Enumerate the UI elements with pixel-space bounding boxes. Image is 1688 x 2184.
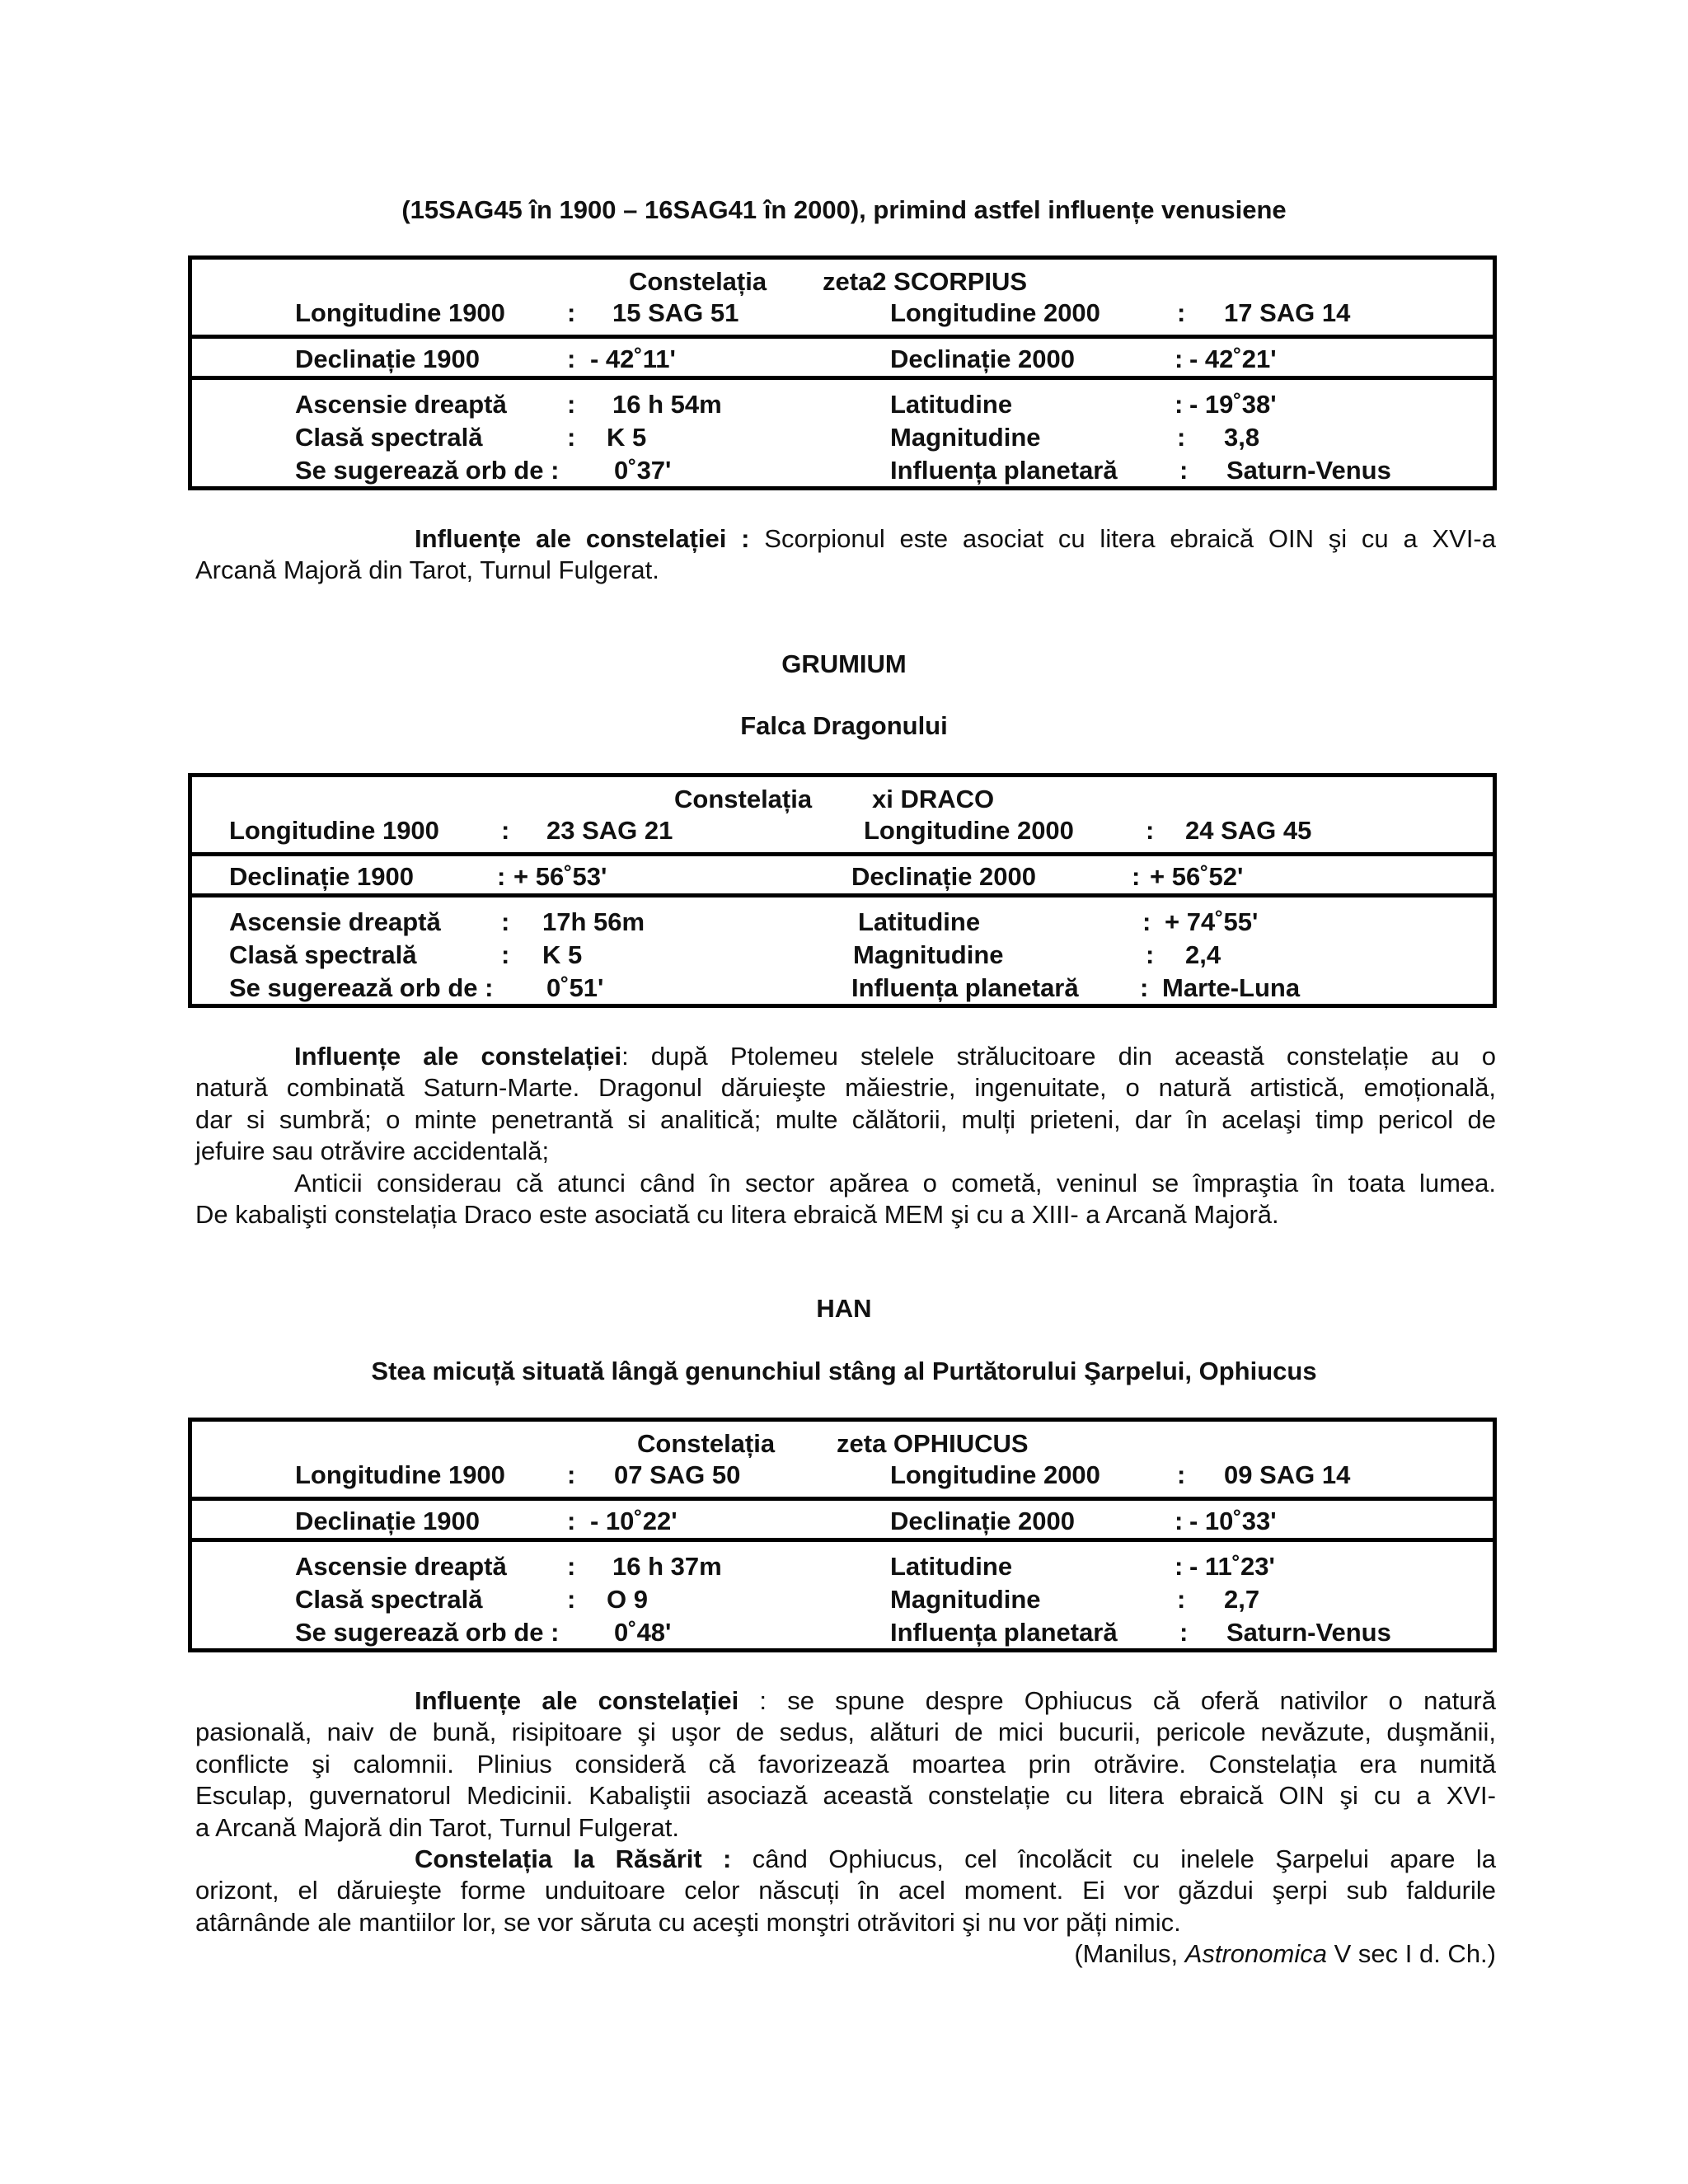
spectral-class-label: Clasă spectrală	[295, 1585, 483, 1614]
paragraph-line: Influențe ale constelației: după Ptolemeu stelele strălucitoare din această constelație au o	[294, 1042, 1496, 1071]
table-section-declination	[192, 852, 1493, 893]
constellation-name: zeta2 SCORPIUS	[823, 267, 1028, 296]
star-table-ophiucus	[188, 1418, 1497, 1652]
colon: :	[1179, 456, 1189, 485]
planetary-influence-value: Saturn-Venus	[1226, 1618, 1391, 1647]
top-line: (15SAG45 în 1900 – 16SAG41 în 2000), primind astfel influențe venusiene	[401, 195, 1287, 224]
magnitude-value: 2,7	[1224, 1585, 1260, 1614]
colon: :	[501, 940, 510, 969]
colon: :	[567, 1552, 576, 1581]
colon: :	[1146, 940, 1155, 969]
declination-2000-label: Declinație 2000	[890, 1507, 1076, 1535]
paragraph-line: conflicte şi calomnii. Plinius consideră că favorizează moartea prin otrăvire. Constelația era numită	[195, 1749, 1496, 1779]
lead-bold: Influențe ale constelației	[294, 1042, 622, 1071]
longitude-1900-label: Longitudine 1900	[295, 1460, 505, 1489]
constellation-name: zeta OPHIUCUS	[837, 1429, 1029, 1458]
paragraph-scorpius-influences	[195, 523, 1496, 587]
latitude-label: Latitudine	[890, 1552, 1013, 1581]
colon: :	[1142, 907, 1151, 936]
paragraph-line: natură combinată Saturn-Marte. Dragonul dăruieşte măiestrie, ingenuitate, o natură artistică, emoțională,	[195, 1073, 1496, 1103]
spectral-class-label: Clasă spectrală	[295, 423, 483, 452]
paragraph-draco-influences	[195, 1041, 1496, 1230]
suggested-orb-label: Se sugerează orb de :	[295, 1618, 560, 1647]
paragraph-line: Constelația la Răsărit : când Ophiucus, cel încolăcit cu inelele Şarpelui apare la	[415, 1844, 1496, 1873]
magnitude-value: 3,8	[1224, 423, 1260, 452]
table-section-details	[192, 1538, 1493, 1648]
colon: :	[1177, 1460, 1186, 1489]
colon: :	[1175, 1507, 1184, 1535]
latitude-value: - 11˚23ʹ	[1189, 1552, 1275, 1581]
declination-2000-label: Declinație 2000	[890, 344, 1076, 373]
colon: :	[1177, 298, 1186, 327]
longitude-1900-value: 23 SAG 21	[546, 816, 673, 845]
colon: :	[567, 344, 576, 373]
paragraph-line: orizont, el dăruieşte forme unduitoare celor născuți în acel moment. Ei vor găzdui şerpi sub faldurile	[195, 1876, 1496, 1905]
longitude-2000-label: Longitudine 2000	[890, 1460, 1100, 1489]
paragraph-line: Arcană Majoră din Tarot, Turnul Fulgerat.	[195, 555, 659, 585]
table-section-longitude	[192, 1422, 1493, 1497]
magnitude-label: Magnitudine	[890, 423, 1041, 452]
star-table-scorpius	[188, 255, 1497, 490]
table-section-declination	[192, 1497, 1493, 1538]
paragraph-line: dar si sumbră; o minte penetrantă si analitică; multe călătorii, mulți prieteni, dar în acelaşi timp pericol de	[195, 1104, 1496, 1134]
paragraph-line: Anticii considerau că atunci când în sector apărea o cometă, veninul se împraştia în toata lumea.	[294, 1168, 1496, 1197]
planetary-influence-label: Influența planetară	[851, 973, 1079, 1002]
longitude-1900-label: Longitudine 1900	[229, 816, 439, 845]
suggested-orb-label: Se sugerează orb de :	[229, 973, 494, 1002]
suggested-orb-label: Se sugerează orb de :	[295, 456, 560, 485]
paragraph-line: De kabalişti constelația Draco este asociată cu litera ebraică MEM şi cu a XIII- a Arcană Majoră.	[195, 1199, 1279, 1229]
longitude-2000-value: 24 SAG 45	[1185, 816, 1312, 845]
declination-1900-value: - 10˚22ʹ	[590, 1507, 678, 1535]
planetary-influence-value: Saturn-Venus	[1226, 456, 1391, 485]
table-section-declination	[192, 335, 1493, 376]
right-ascension-value: 16 h 54m	[612, 390, 722, 419]
star-title-grumium: GRUMIUM	[781, 649, 907, 678]
paragraph-line: a Arcană Majoră din Tarot, Turnul Fulgerat.	[195, 1812, 680, 1842]
paragraph-ophiucus-influences	[195, 1685, 1496, 1971]
paragraph-line: jefuire sau otrăvire accidentală;	[195, 1137, 550, 1166]
colon: :	[567, 1460, 576, 1489]
colon: :	[1177, 1585, 1186, 1614]
magnitude-value: 2,4	[1185, 940, 1221, 969]
declination-2000-label: Declinație 2000	[851, 862, 1037, 891]
declination-1900-label: Declinație 1900	[295, 1507, 481, 1535]
table-section-details	[192, 376, 1493, 486]
declination-1900-label: Declinație 1900	[229, 862, 415, 891]
citation: (Manilus, Astronomica V sec I d. Ch.)	[1074, 1939, 1496, 1969]
lead-bold: Influențe ale constelației :	[415, 524, 750, 553]
lead-bold: Influențe ale constelației	[415, 1686, 739, 1715]
right-ascension-label: Ascensie dreaptă	[295, 1552, 507, 1581]
constellation-label: Constelația	[637, 1429, 776, 1458]
constellation-label: Constelația	[629, 267, 767, 296]
paragraph-line: Esculap, guvernatorul Medicinii. Kabaliştii asociază această constelație cu litera ebraică OIN şi cu a XVI-	[195, 1781, 1496, 1811]
longitude-1900-value: 07 SAG 50	[614, 1460, 741, 1489]
longitude-2000-value: 17 SAG 14	[1224, 298, 1351, 327]
star-table-draco	[188, 773, 1497, 1008]
suggested-orb-value: 0˚48ʹ	[614, 1618, 672, 1647]
suggested-orb-value: 0˚51ʹ	[546, 973, 604, 1002]
longitude-2000-value: 09 SAG 14	[1224, 1460, 1351, 1489]
lead-bold: Constelația la Răsărit :	[415, 1844, 732, 1873]
star-title-han: HAN	[816, 1294, 872, 1323]
colon: :	[567, 390, 576, 419]
spectral-class-value: K 5	[542, 940, 583, 969]
colon: :	[1175, 390, 1184, 419]
colon: :	[1132, 862, 1141, 891]
latitude-value: - 19˚38ʹ	[1189, 390, 1277, 419]
longitude-1900-label: Longitudine 1900	[295, 298, 505, 327]
paragraph-line: atârnânde ale mantiilor lor, se vor săruta cu aceşti monştri otrăvitori şi nu vor păți nimic.	[195, 1907, 1181, 1937]
table-section-longitude	[192, 777, 1493, 852]
star-subtitle-grumium: Falca Dragonului	[740, 711, 948, 740]
constellation-label: Constelația	[674, 785, 813, 813]
colon: :	[1175, 1552, 1184, 1581]
declination-1900-label: Declinație 1900	[295, 344, 481, 373]
spectral-class-value: K 5	[607, 423, 647, 452]
colon: :	[567, 423, 576, 452]
constellation-name: xi DRACO	[872, 785, 995, 813]
colon: :	[1175, 344, 1184, 373]
latitude-label: Latitudine	[890, 390, 1013, 419]
declination-1900-value: - 42˚11ʹ	[590, 344, 676, 373]
colon: :	[1140, 973, 1149, 1002]
declination-2000-value: - 10˚33ʹ	[1189, 1507, 1277, 1535]
right-ascension-label: Ascensie dreaptă	[229, 907, 441, 936]
colon: :	[1146, 816, 1155, 845]
longitude-2000-label: Longitudine 2000	[864, 816, 1074, 845]
colon: :	[567, 298, 576, 327]
spectral-class-label: Clasă spectrală	[229, 940, 417, 969]
declination-2000-value: + 56˚52ʹ	[1150, 862, 1244, 891]
right-ascension-value: 16 h 37m	[612, 1552, 722, 1581]
colon: :	[567, 1507, 576, 1535]
latitude-value: + 74˚55ʹ	[1165, 907, 1259, 936]
table-section-details	[192, 893, 1493, 1004]
latitude-label: Latitudine	[858, 907, 981, 936]
planetary-influence-label: Influența planetară	[890, 456, 1118, 485]
colon: :	[567, 1585, 576, 1614]
colon: :	[1179, 1618, 1189, 1647]
paragraph-line: pasională, naiv de bună, risipitoare şi uşor de sedus, alături de mici bucurii, pericole nevăzute, duşmănii,	[195, 1718, 1496, 1747]
longitude-1900-value: 15 SAG 51	[612, 298, 739, 327]
spectral-class-value: O 9	[607, 1585, 648, 1614]
magnitude-label: Magnitudine	[853, 940, 1004, 969]
colon: :	[1177, 423, 1186, 452]
declination-2000-value: - 42˚21ʹ	[1189, 344, 1277, 373]
planetary-influence-value: Marte-Luna	[1162, 973, 1301, 1002]
table-section-longitude	[192, 260, 1493, 335]
colon: :	[497, 862, 506, 891]
longitude-2000-label: Longitudine 2000	[890, 298, 1100, 327]
declination-1900-value: + 56˚53ʹ	[513, 862, 607, 891]
planetary-influence-label: Influența planetară	[890, 1618, 1118, 1647]
colon: :	[501, 816, 510, 845]
paragraph-line: Influențe ale constelației : se spune despre Ophiucus că oferă nativilor o natură	[415, 1686, 1496, 1715]
colon: :	[501, 907, 510, 936]
right-ascension-value: 17h 56m	[542, 907, 645, 936]
star-subtitle-han: Stea micuță situată lângă genunchiul stâng al Purtătorului Şarpelui, Ophiucus	[371, 1357, 1317, 1385]
magnitude-label: Magnitudine	[890, 1585, 1041, 1614]
paragraph-line: Influențe ale constelației : Scorpionul este asociat cu litera ebraică OIN şi cu a XVI-a	[415, 524, 1496, 553]
suggested-orb-value: 0˚37ʹ	[614, 456, 672, 485]
right-ascension-label: Ascensie dreaptă	[295, 390, 507, 419]
citation-work-title: Astronomica	[1184, 1939, 1327, 1969]
